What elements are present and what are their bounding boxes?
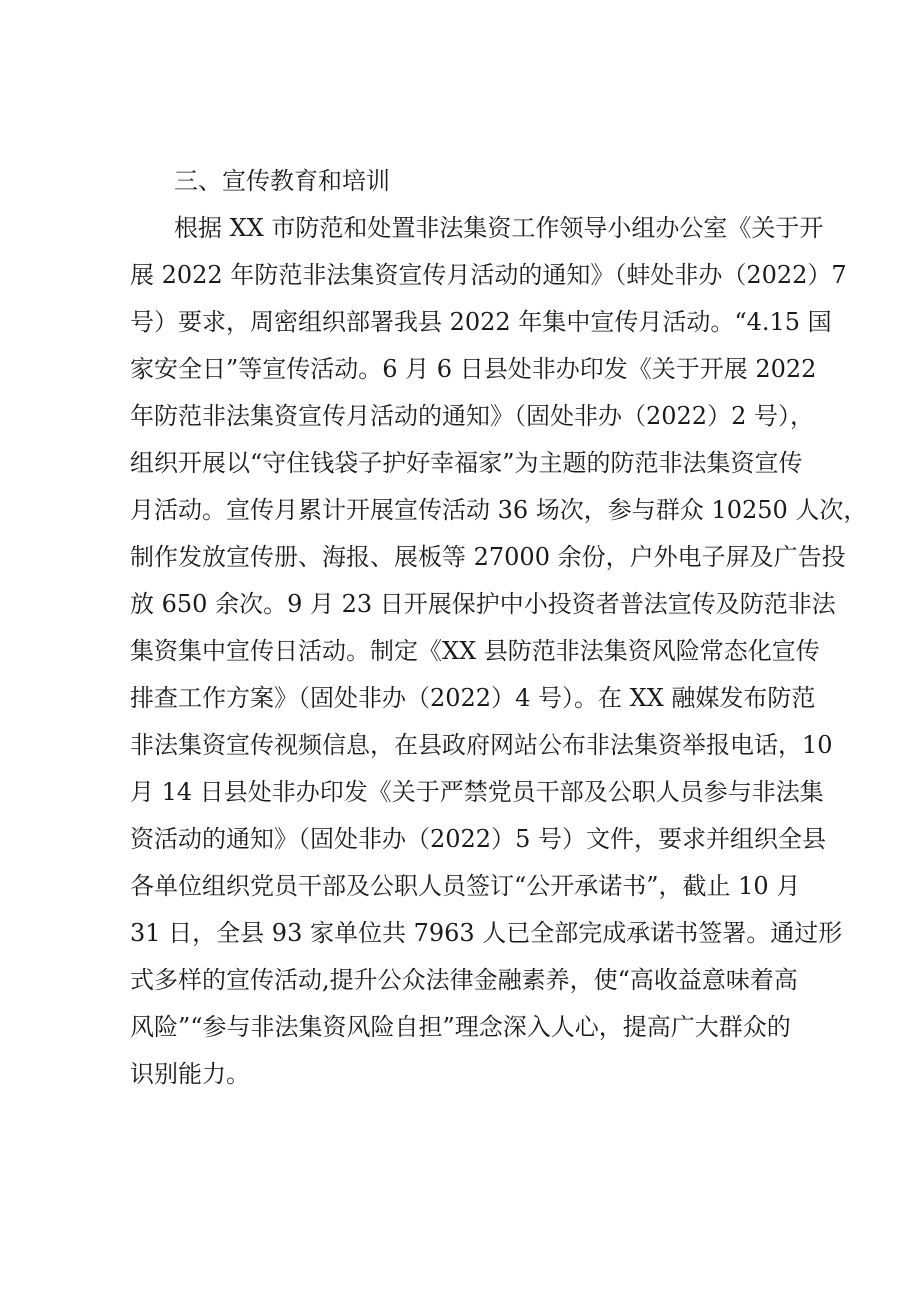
paragraph-line: 放 650 余次。9 月 23 日开展保护中小投资者普法宣传及防范非法 (130, 590, 836, 618)
paragraph-line: 排查工作方案》（固处非办（2022）4 号）。在 XX 融媒发布防范 (130, 684, 816, 712)
paragraph-line: 组织开展以“守住钱袋子护好幸福家”为主题的防范非法集资宣传 (130, 449, 803, 477)
paragraph-line: 31 日，全县 93 家单位共 7963 人已全部完成承诺书签署。通过形 (130, 919, 843, 947)
paragraph-line: 各单位组织党员干部及公职人员签订“公开承诺书”，截止 10 月 (130, 872, 801, 900)
paragraph-line: 家安全日”等宣传活动。6 月 6 日县处非办印发《关于开展 2022 (130, 355, 817, 383)
section-heading: 三、宣传教育和培训 (174, 167, 390, 195)
paragraph-line: 展 2022 年防范非法集资宣传月活动的通知》（蚌处非办（2022）7 (130, 261, 847, 289)
paragraph-line: 月 14 日县处非办印发《关于严禁党员干部及公职人员参与非法集 (130, 778, 824, 806)
paragraph-line: 非法集资宣传视频信息，在县政府网站公布非法集资举报电话，10 (130, 731, 833, 759)
paragraph-line: 风险”“参与非法集资风险自担”理念深入人心，提高广大群众的 (130, 1013, 791, 1041)
paragraph-line: 年防范非法集资宣传月活动的通知》（固处非办（2022）2 号）， (130, 402, 814, 430)
paragraph-line: 根据 XX 市防范和处置非法集资工作领导小组办公室《关于开 (174, 214, 824, 242)
paragraph-line: 月活动。宣传月累计开展宣传活动 36 场次，参与群众 10250 人次， (130, 496, 868, 524)
paragraph-line: 识别能力。 (130, 1060, 250, 1088)
paragraph-line: 资活动的通知》（固处非办（2022）5 号）文件，要求并组织全县 (130, 825, 826, 853)
paragraph-line: 集资集中宣传日活动。制定《XX 县防范非法集资风险常态化宣传 (130, 637, 820, 665)
paragraph-line: 号）要求，周密组织部署我县 2022 年集中宣传月活动。“4.15 国 (130, 308, 832, 336)
paragraph-line: 式多样的宣传活动,提升公众法律金融素养，使“高收益意味着高 (130, 966, 798, 994)
paragraph-line: 制作发放宣传册、海报、展板等 27000 余份，户外电子屏及广告投 (130, 543, 846, 571)
